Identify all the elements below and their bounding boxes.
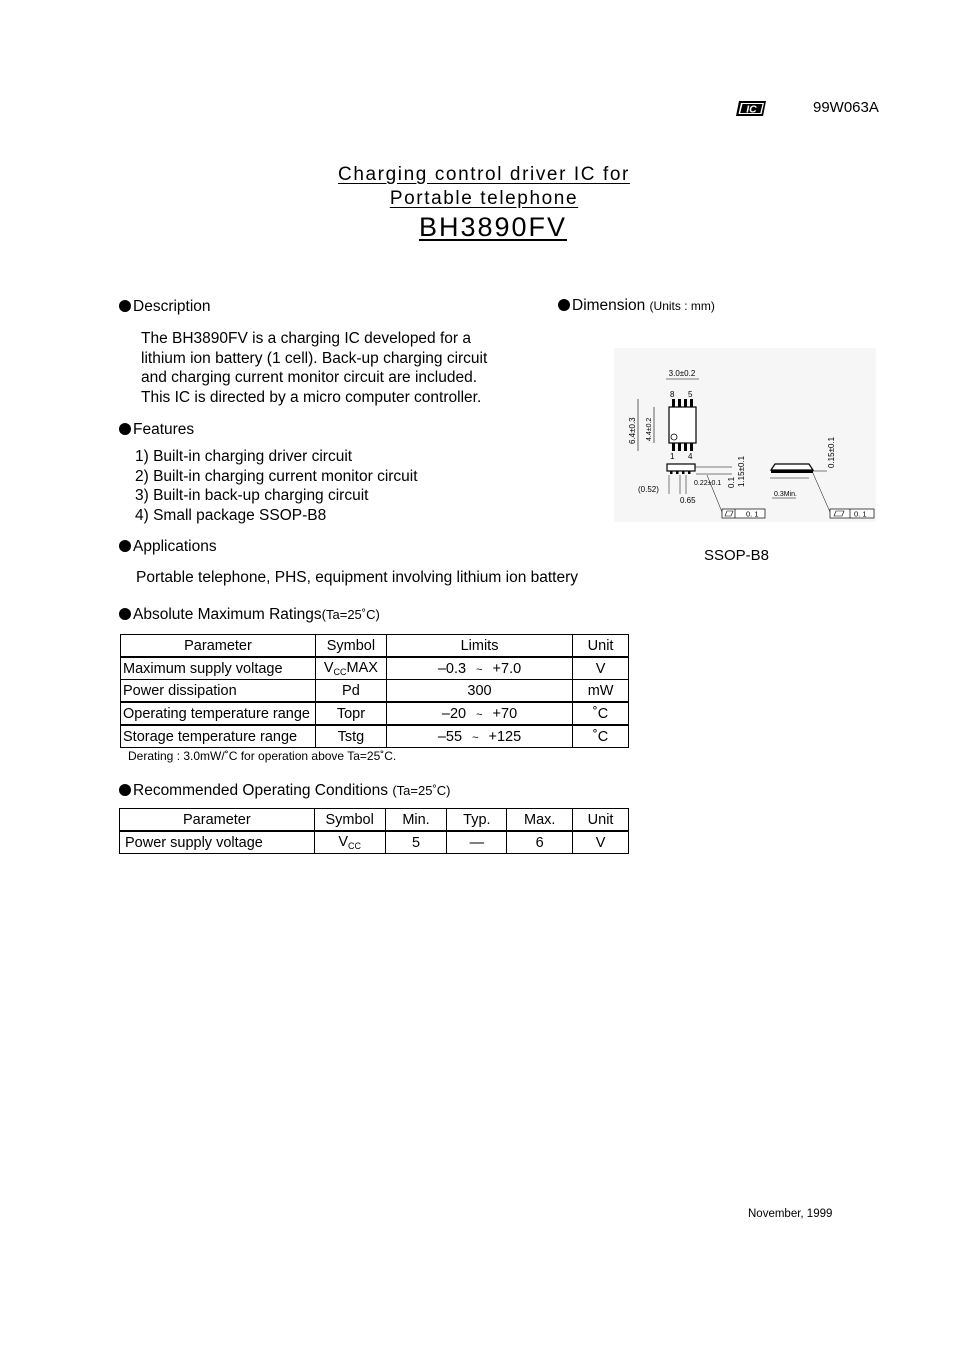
header-limits: Limits (386, 635, 572, 658)
publication-date: November, 1999 (748, 1208, 833, 1220)
pin-8-label: 8 (670, 390, 675, 399)
features-list (135, 447, 418, 525)
table-row (120, 831, 629, 854)
pin-5-label: 5 (688, 390, 693, 399)
bullet-icon (119, 423, 131, 435)
cell-limits: –55 ~ +125 (386, 725, 572, 748)
table-header-row (121, 635, 629, 658)
ic-logo-icon (735, 100, 767, 117)
cell-symbol: Topr (315, 702, 386, 725)
abs-max-heading: Absolute Maximum Ratings(Ta=25˚C) (119, 606, 380, 624)
part-number: BH3890FV (418, 212, 568, 242)
dim-lead-width-label: 0.22±0.1 (694, 480, 722, 487)
package-dimension-drawing (614, 348, 876, 522)
header-max: Max. (507, 809, 573, 832)
table-row (121, 725, 629, 748)
header-symbol: Symbol (315, 635, 386, 658)
header-symbol: Symbol (314, 809, 385, 832)
cell-min: 5 (385, 831, 447, 854)
cell-unit: ˚C (573, 725, 629, 748)
bullet-icon (119, 608, 131, 620)
list-item: 2) Built-in charging current monitor circuit (135, 467, 418, 485)
cell-limits: 300 (386, 680, 572, 703)
cell-parameter: Power supply voltage (120, 831, 315, 854)
cell-symbol: $V_{CC}MAX$ (315, 657, 386, 680)
header-parameter: Parameter (120, 809, 315, 832)
cell-limits: –0.3 ~ +7.0 (386, 657, 572, 680)
header-unit: Unit (573, 635, 629, 658)
cell-parameter: Operating temperature range (121, 702, 316, 725)
cell-symbol: $V_{CC}$ (314, 831, 385, 854)
dim-lead-thickness-label: 0.15±0.1 (827, 436, 836, 468)
dim-lead-min-label: 0.3Min. (774, 491, 797, 498)
list-item: 3) Built-in back-up charging circuit (135, 487, 369, 504)
dim-edge-label: (0.52) (638, 485, 659, 494)
header-parameter: Parameter (121, 635, 316, 658)
flatness-value-1: 0. 1 (746, 509, 759, 519)
header-typ: Typ. (447, 809, 507, 832)
rec-op-condition: (Ta=25˚C) (392, 783, 451, 798)
rec-op-table (119, 808, 629, 854)
abs-max-table (120, 634, 629, 748)
ic-logo-text: IC (746, 103, 757, 116)
cell-unit: V (573, 831, 629, 854)
dim-standoff-label: 0.1 (727, 476, 736, 488)
description-heading: Description (119, 298, 211, 316)
applications-text: Portable telephone, PHS, equipment involving lithium ion battery (136, 569, 579, 586)
title-line-1: Charging control driver IC for (338, 164, 630, 185)
cell-typ: — (447, 831, 507, 854)
dim-width-label: 3.0±0.2 (668, 369, 696, 378)
description-line: The BH3890FV is a charging IC developed for a (141, 330, 471, 347)
table-row (121, 657, 629, 680)
description-line: lithium ion battery (1 cell). Back-up charging circuit (141, 349, 488, 367)
dimension-heading: Dimension (Units : mm) (558, 297, 715, 315)
pin-1-label: 1 (670, 452, 675, 461)
table-row (121, 702, 629, 725)
description-text (141, 329, 487, 407)
header-unit: Unit (573, 809, 629, 832)
bullet-icon (119, 300, 131, 312)
title-line-2: Portable telephone (389, 188, 579, 209)
flatness-value-2: 0. 1 (854, 509, 867, 519)
cell-max: 6 (507, 831, 573, 854)
abs-max-condition: (Ta=25˚C) (321, 607, 380, 622)
dimension-units: (Units : mm) (649, 299, 715, 313)
package-name: SSOP-B8 (704, 547, 770, 564)
applications-heading: Applications (119, 538, 217, 556)
header-min: Min. (385, 809, 447, 832)
rec-op-heading: Recommended Operating Conditions (Ta=25˚C) (119, 782, 451, 800)
cell-parameter: Storage temperature range (121, 725, 316, 748)
dim-thickness-label: 1.15±0.1 (737, 455, 746, 487)
derating-note: Derating : 3.0mW/˚C for operation above Ta=25˚C. (128, 749, 397, 763)
cell-unit: V (573, 657, 629, 680)
description-line: This IC is directed by a micro computer controller. (141, 388, 482, 406)
description-line: and charging current monitor circuit are included. (141, 369, 478, 386)
document-id: 99W063A (813, 99, 879, 116)
table-row (121, 680, 629, 703)
dim-pitch-label: 0.65 (680, 496, 696, 505)
list-item: 1) Built-in charging driver circuit (135, 448, 353, 465)
cell-parameter: Power dissipation (121, 680, 316, 703)
cell-unit: ˚C (573, 702, 629, 725)
dim-height-inner-label: 4.4±0.2 (646, 417, 653, 441)
features-heading: Features (119, 421, 194, 439)
table-header-row (120, 809, 629, 832)
cell-limits: –20 ~ +70 (386, 702, 572, 725)
dim-height-outer-label: 6.4±0.3 (628, 417, 637, 444)
cell-symbol: Pd (315, 680, 386, 703)
bullet-icon (558, 299, 570, 311)
pin-4-label: 4 (688, 452, 693, 461)
list-item: 4) Small package SSOP-B8 (135, 506, 327, 524)
cell-parameter: Maximum supply voltage (121, 657, 316, 680)
cell-unit: mW (573, 680, 629, 703)
cell-symbol: Tstg (315, 725, 386, 748)
bullet-icon (119, 540, 131, 552)
bullet-icon (119, 784, 131, 796)
